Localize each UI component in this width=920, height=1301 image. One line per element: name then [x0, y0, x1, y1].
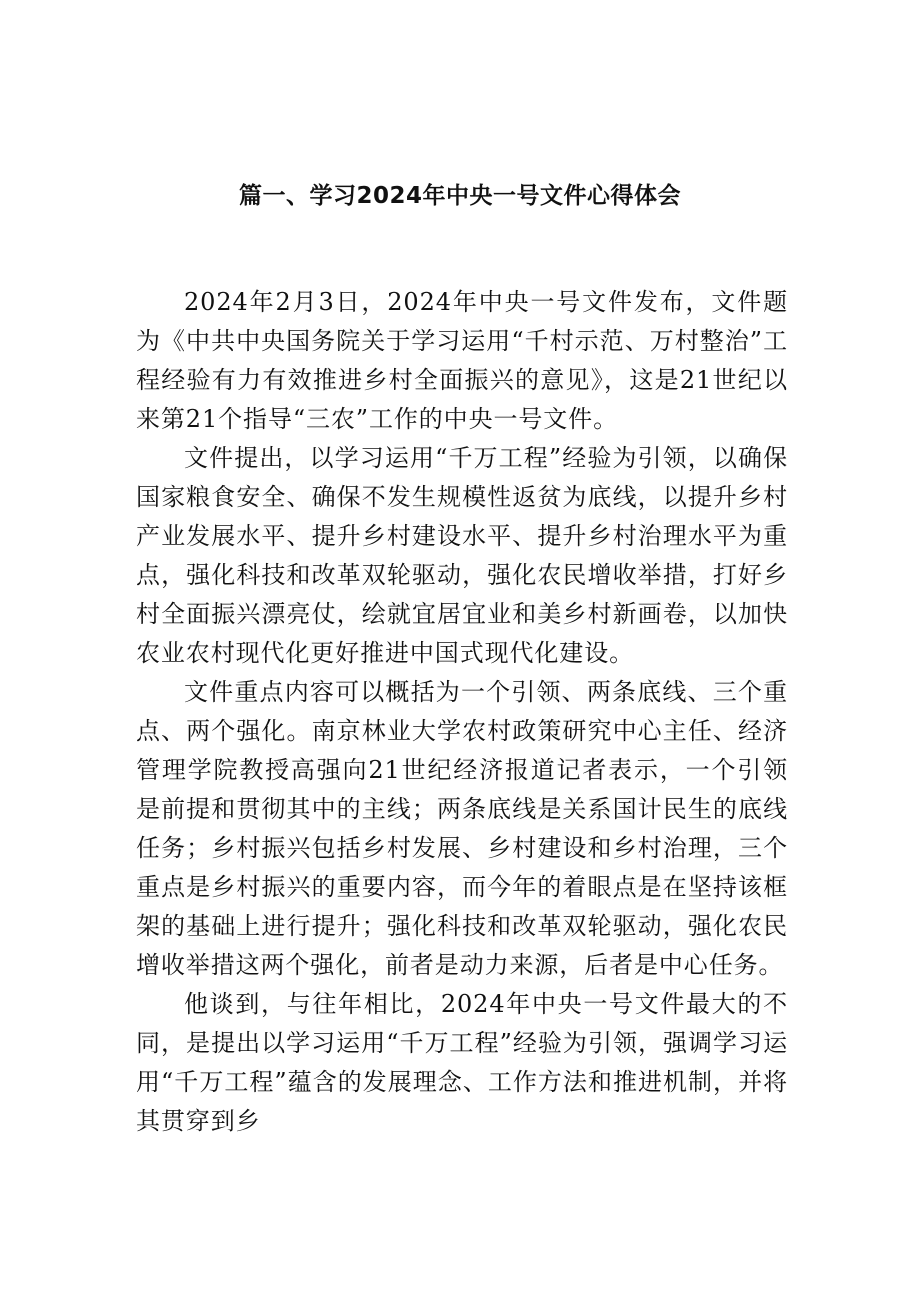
paragraph: 2024年2月3日，2024年中央一号文件发布，文件题为《中共中央国务院关于学习运用“千村示范、万村整治”工程经验有力有效推进乡村全面振兴的意见》，这是21世纪以来第21个指导“三农”工作的中央一号文件。: [136, 288, 788, 433]
paragraph: 他谈到，与往年相比，2024年中央一号文件最大的不同，是提出以学习运用“千万工程”经验为引领，强调学习运用“千万工程”蕴含的发展理念、工作方法和推进机制，并将其贯穿到乡: [136, 990, 788, 1135]
document-body: [136, 283, 788, 1141]
paragraph: 文件重点内容可以概括为一个引领、两条底线、三个重点、两个强化。南京林业大学农村政策研究中心主任、经济管理学院教授高强向21世纪经济报道记者表示，一个引领是前提和贯彻其中的主线；两条底线是关系国计民生的底线任务；乡村振兴包括乡村发展、乡村建设和乡村治理，三个重点是乡村振兴的重要内容，而今年的着眼点是在坚持该框架的基础上进行提升；强化科技和改革双轮驱动，强化农民增收举措这两个强化，前者是动力来源，后者是中心任务。: [136, 678, 788, 979]
document-title: 篇一、学习2024年中央一号文件心得体会: [238, 183, 681, 209]
paragraph: 文件提出，以学习运用“千万工程”经验为引领，以确保国家粮食安全、确保不发生规模性返贫为底线，以提升乡村产业发展水平、提升乡村建设水平、提升乡村治理水平为重点，强化科技和改革双轮驱动，强化农民增收举措，打好乡村全面振兴漂亮仗，绘就宜居宜业和美乡村新画卷，以加快农业农村现代化更好推进中国式现代化建设。: [136, 444, 788, 667]
